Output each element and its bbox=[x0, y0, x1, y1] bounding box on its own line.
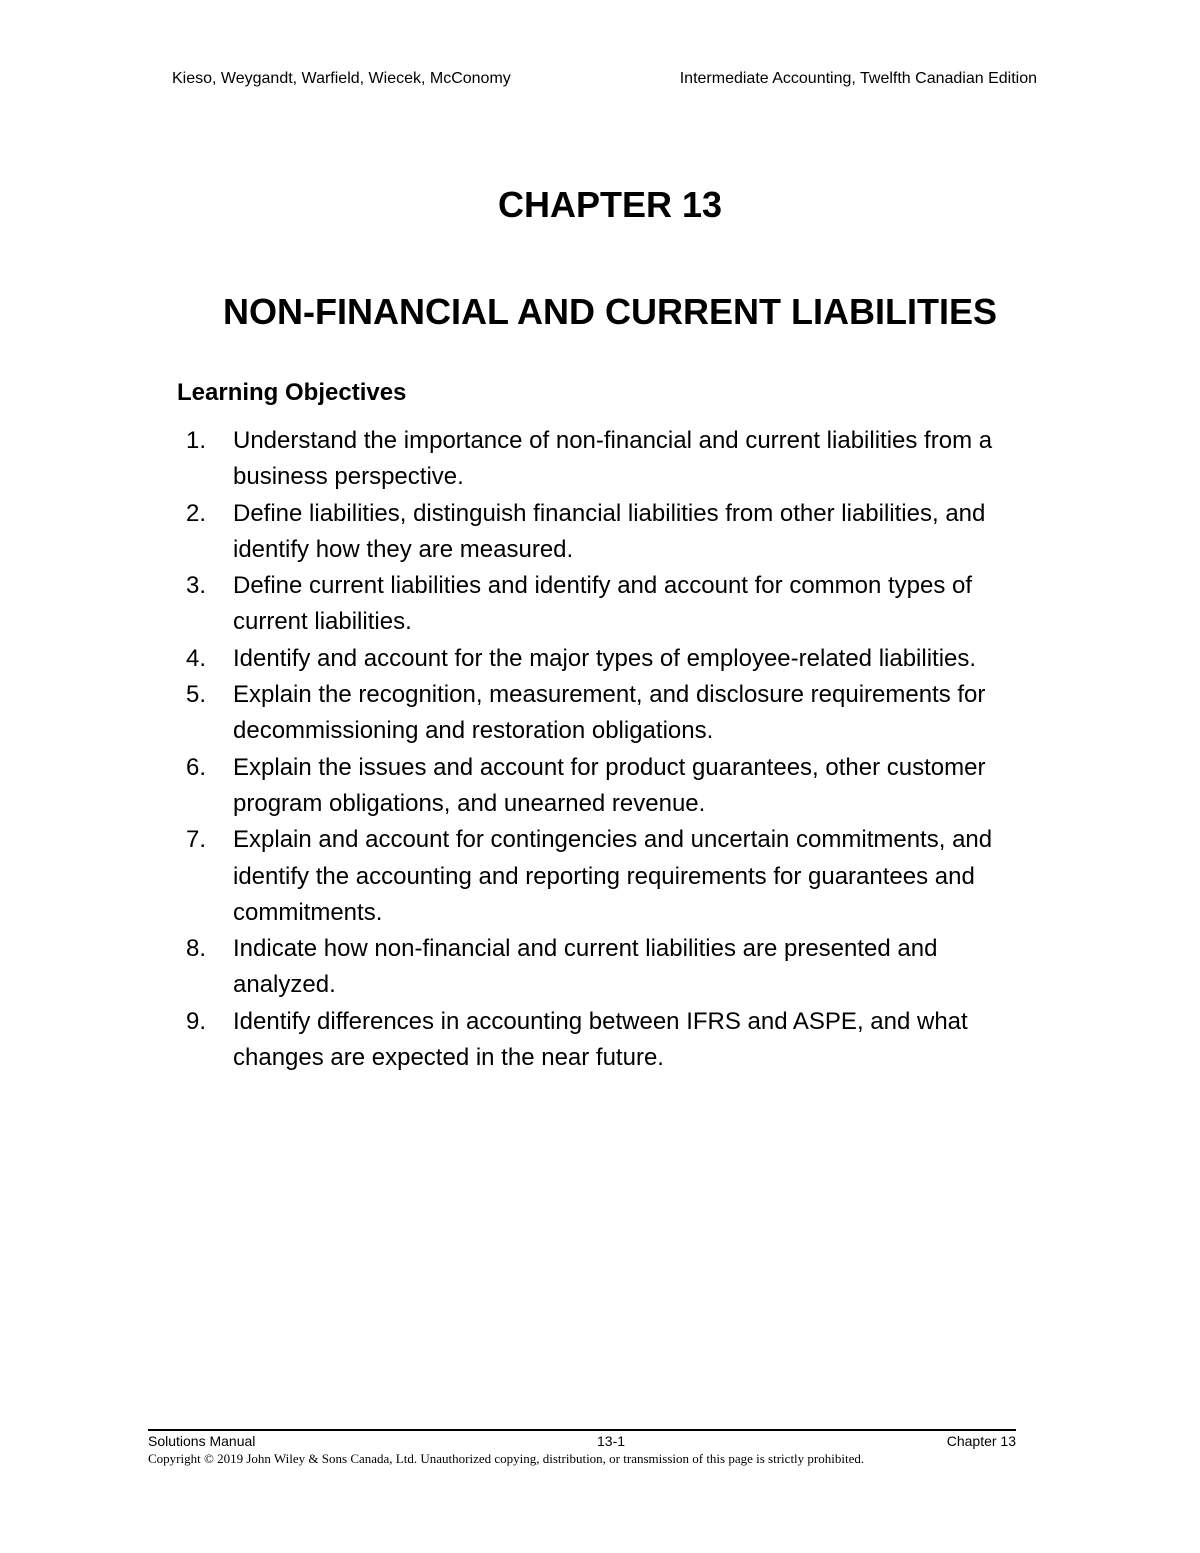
objective-item bbox=[186, 677, 1006, 750]
objective-item bbox=[186, 423, 1006, 496]
objective-item bbox=[186, 931, 1006, 1004]
learning-objectives-list bbox=[186, 423, 1006, 1076]
learning-objectives-heading: Learning Objectives bbox=[177, 379, 407, 406]
objective-text: Explain the recognition, measurement, and disclosure requirements for decommissioning and restoration obligations. bbox=[233, 681, 986, 745]
copyright-notice: Copyright © 2019 John Wiley & Sons Canada, Ltd. Unauthorized copying, distribution, or transmission of this page is strictly prohibited. bbox=[148, 1451, 865, 1466]
footer-chapter-label: Chapter 13 bbox=[946, 1433, 1016, 1449]
chapter-number: CHAPTER 13 bbox=[497, 184, 723, 225]
objective-text: Define current liabilities and identify and account for common types of current liabilities. bbox=[233, 572, 973, 636]
objective-text: Identify and account for the major types of employee-related liabilities. bbox=[233, 644, 977, 672]
objective-item bbox=[186, 641, 1006, 677]
objective-number: 2. bbox=[186, 499, 207, 527]
objective-number: 9. bbox=[186, 1007, 207, 1035]
objective-text: Indicate how non-financial and current liabilities are presented and analyzed. bbox=[233, 935, 938, 999]
objective-number: 8. bbox=[186, 935, 207, 963]
objective-item bbox=[186, 750, 1006, 823]
objective-item bbox=[186, 496, 1006, 569]
objective-item bbox=[186, 1004, 1006, 1077]
objective-text: Explain and account for contingencies and uncertain commitments, and identify the accounting and reporting requirements for guarantees and commitments. bbox=[233, 826, 993, 926]
objective-number: 3. bbox=[186, 572, 207, 600]
objective-text: Explain the issues and account for product guarantees, other customer program obligations, and unearned revenue. bbox=[233, 753, 986, 817]
footer-divider bbox=[148, 1429, 1016, 1431]
objective-number: 4. bbox=[186, 644, 207, 672]
objective-text: Identify differences in accounting between IFRS and ASPE, and what changes are expected in the near future. bbox=[233, 1007, 968, 1072]
objective-number: 5. bbox=[186, 681, 207, 709]
objective-text: Understand the importance of non-financial and current liabilities from a business perspective. bbox=[233, 427, 993, 491]
objective-item bbox=[186, 568, 1006, 641]
objective-number: 1. bbox=[186, 427, 207, 454]
objective-number: 7. bbox=[186, 826, 207, 854]
header-authors: Kieso, Weygandt, Warfield, Wiecek, McConomy bbox=[172, 70, 511, 87]
objective-number: 6. bbox=[186, 753, 207, 781]
objective-item bbox=[186, 822, 1006, 931]
footer-page-number: 13-1 bbox=[597, 1433, 626, 1449]
objective-text: Define liabilities, distinguish financial liabilities from other liabilities, and identify how they are measured. bbox=[233, 499, 986, 563]
chapter-title: NON-FINANCIAL AND CURRENT LIABILITIES bbox=[223, 291, 997, 332]
header-book-title: Intermediate Accounting, Twelfth Canadian Edition bbox=[679, 70, 1037, 87]
footer-manual-label: Solutions Manual bbox=[148, 1433, 256, 1449]
